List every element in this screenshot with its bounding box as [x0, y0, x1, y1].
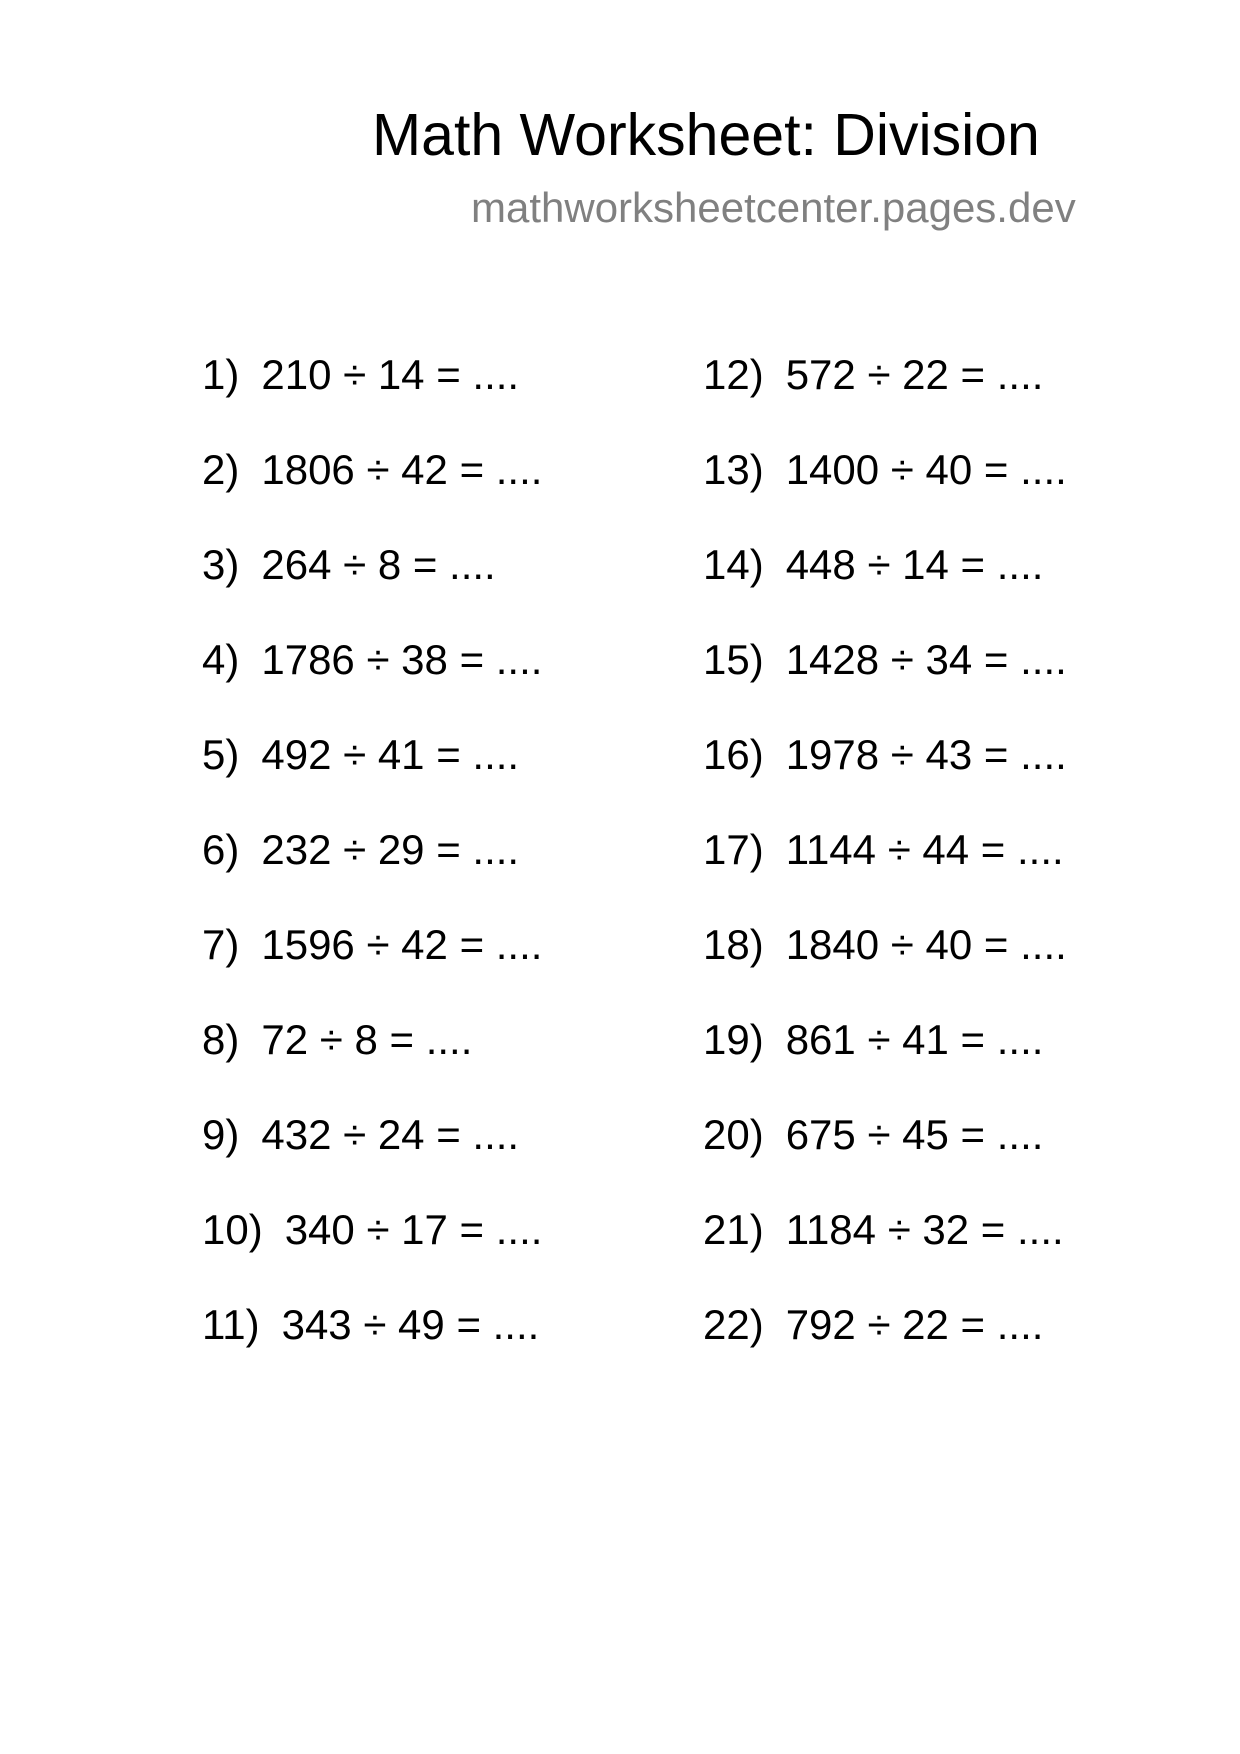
- problem-number: 9): [202, 1111, 240, 1158]
- problem-number: 20): [703, 1111, 764, 1158]
- problem-number: 13): [703, 446, 764, 493]
- problem-item: [703, 350, 1067, 445]
- problem-item: [202, 350, 542, 445]
- problem-number: 21): [703, 1206, 764, 1253]
- page-title: Math Worksheet: Division: [372, 102, 1040, 168]
- problem-number: 1): [202, 351, 240, 398]
- problem-number: 2): [202, 446, 240, 493]
- problem-number: 3): [202, 541, 240, 588]
- website-url: mathworksheetcenter.pages.dev: [471, 184, 1076, 231]
- problem-expression: 1786 ÷ 38 = ....: [261, 636, 543, 683]
- problem-item: [703, 920, 1067, 1015]
- problem-number: 17): [703, 826, 764, 873]
- problem-number: 14): [703, 541, 764, 588]
- problem-item: [202, 540, 542, 635]
- problem-item: [703, 540, 1067, 635]
- problem-column-right: [703, 350, 1067, 1395]
- problem-expression: 1144 ÷ 44 = ....: [785, 826, 1064, 873]
- problem-expression: 1400 ÷ 40 = ....: [785, 446, 1067, 493]
- problem-expression: 343 ÷ 49 = ....: [281, 1301, 540, 1348]
- problem-number: 15): [703, 636, 764, 683]
- problem-expression: 1806 ÷ 42 = ....: [261, 446, 543, 493]
- problem-item: [703, 1015, 1067, 1110]
- problem-number: 11): [202, 1301, 260, 1348]
- problem-item: [202, 920, 542, 1015]
- problem-item: [703, 635, 1067, 730]
- problem-item: [202, 1110, 542, 1205]
- problem-number: 6): [202, 826, 240, 873]
- problem-item: [703, 1110, 1067, 1205]
- problem-expression: 340 ÷ 17 = ....: [284, 1206, 543, 1253]
- problem-expression: 572 ÷ 22 = ....: [785, 351, 1044, 398]
- problem-number: 16): [703, 731, 764, 778]
- problem-expression: 1428 ÷ 34 = ....: [785, 636, 1067, 683]
- problem-expression: 792 ÷ 22 = ....: [785, 1301, 1044, 1348]
- problem-expression: 432 ÷ 24 = ....: [261, 1111, 520, 1158]
- problem-number: 10): [202, 1206, 263, 1253]
- problem-number: 12): [703, 351, 764, 398]
- problem-item: [202, 1300, 542, 1395]
- problem-expression: 1184 ÷ 32 = ....: [785, 1206, 1064, 1253]
- problem-expression: 210 ÷ 14 = ....: [261, 351, 520, 398]
- problem-expression: 1840 ÷ 40 = ....: [785, 921, 1067, 968]
- problem-item: [703, 1205, 1067, 1300]
- problem-column-left: [202, 350, 542, 1395]
- problem-number: 18): [703, 921, 764, 968]
- problem-expression: 448 ÷ 14 = ....: [785, 541, 1044, 588]
- problem-expression: 72 ÷ 8 = ....: [261, 1016, 473, 1063]
- problem-number: 5): [202, 731, 240, 778]
- problem-expression: 264 ÷ 8 = ....: [261, 541, 496, 588]
- problem-number: 8): [202, 1016, 240, 1063]
- problem-item: [703, 1300, 1067, 1395]
- problem-number: 19): [703, 1016, 764, 1063]
- problem-item: [202, 635, 542, 730]
- problem-item: [703, 825, 1067, 920]
- problem-item: [202, 445, 542, 540]
- problem-item: [202, 825, 542, 920]
- problem-expression: 1596 ÷ 42 = ....: [261, 921, 543, 968]
- problem-number: 4): [202, 636, 240, 683]
- problem-expression: 492 ÷ 41 = ....: [261, 731, 520, 778]
- problem-expression: 861 ÷ 41 = ....: [785, 1016, 1044, 1063]
- problem-item: [202, 1205, 542, 1300]
- problem-expression: 675 ÷ 45 = ....: [785, 1111, 1044, 1158]
- problem-number: 7): [202, 921, 240, 968]
- problem-item: [202, 730, 542, 825]
- problem-expression: 232 ÷ 29 = ....: [261, 826, 520, 873]
- problem-expression: 1978 ÷ 43 = ....: [785, 731, 1067, 778]
- problem-number: 22): [703, 1301, 764, 1348]
- problem-item: [703, 445, 1067, 540]
- problem-item: [202, 1015, 542, 1110]
- problem-item: [703, 730, 1067, 825]
